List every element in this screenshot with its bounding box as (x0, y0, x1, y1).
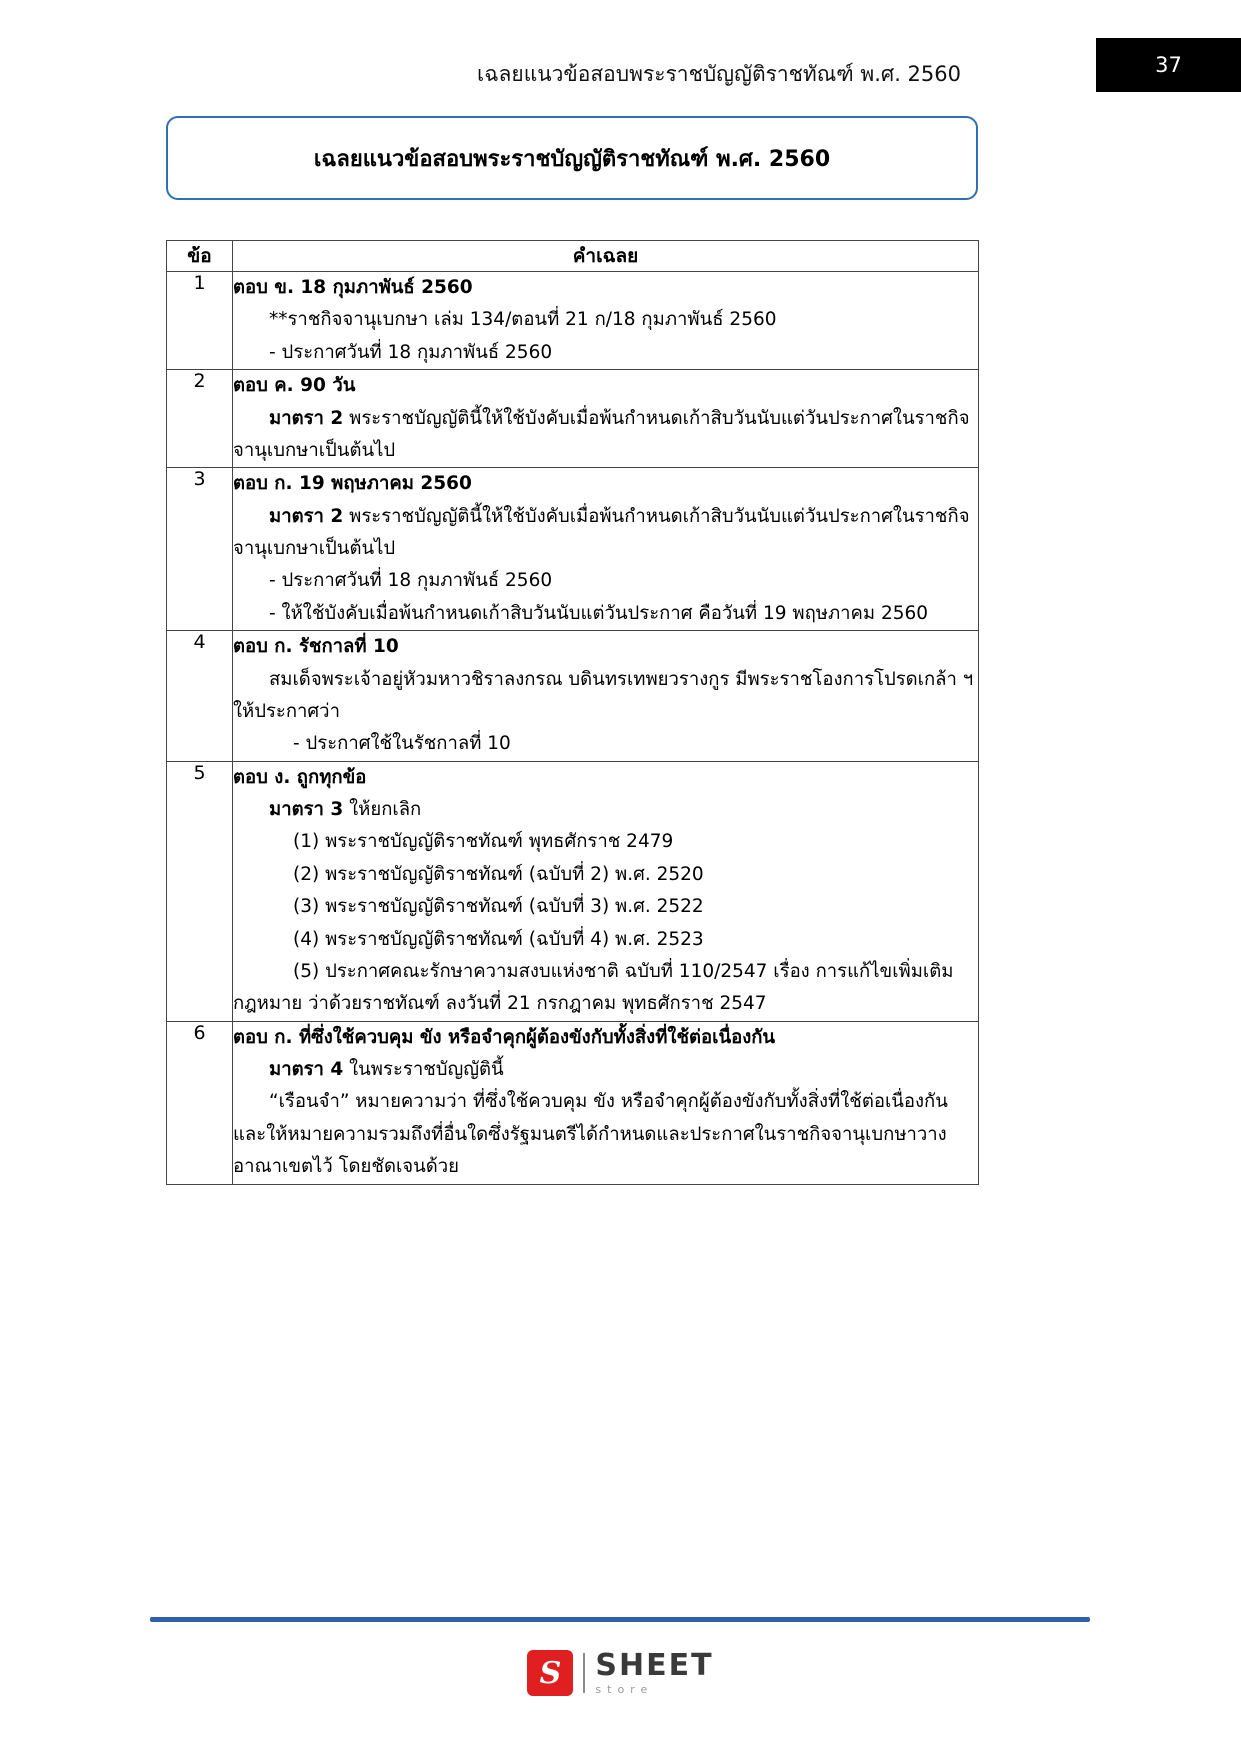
row-number: 4 (167, 631, 233, 762)
answer-line: - ประกาศวันที่ 18 กุมภาพันธ์ 2560 (269, 570, 553, 592)
answer-line: ตอบ ก. รัชกาลที่ 10 (233, 636, 399, 658)
footer-logo (0, 1650, 1241, 1696)
document-title-banner (166, 116, 978, 200)
column-header-no: ข้อ (167, 241, 233, 272)
page-header (0, 0, 1241, 100)
table-row (167, 468, 979, 631)
sheet-store-logo-icon: S (527, 1650, 573, 1696)
row-number: 5 (167, 761, 233, 1021)
answer-line: ตอบ ข. 18 กุมภาพันธ์ 2560 (233, 277, 473, 298)
answer-line: (4) พระราชบัญญัติราชทัณฑ์ (ฉบับที่ 4) พ.ศ. 2523 (293, 928, 704, 950)
row-answer-text (233, 761, 979, 1021)
row-number: 3 (167, 468, 233, 631)
answer-line: “เรือนจำ” หมายความว่า ที่ซึ่งใช้ควบคุม ขัง หรือจำคุกผู้ต้องขังกับทั้งสิ่งที่ใช้ต่อเนื่องกันและให้หมายความรวมถึงที่อื่นใดซึ่งรัฐมนตรีได้กำหนดและประกาศในราชกิจจานุเบกษาวางอาณาเขตไว้ โดยชัดเจนด้วย (233, 1091, 948, 1178)
answer-line: (1) พระราชบัญญัติราชทัณฑ์ พุทธศักราช 2479 (293, 831, 674, 853)
answer-line: **ราชกิจจานุเบกษา เล่ม 134/ตอนที่ 21 ก/18 กุมภาพันธ์ 2560 (269, 309, 777, 331)
logo-divider (583, 1653, 585, 1693)
table-row (167, 1021, 979, 1184)
column-header-answer: คำเฉลย (233, 241, 979, 272)
answer-line: ตอบ ค. 90 วัน (233, 375, 356, 397)
answer-line: มาตรา 4 ในพระราชบัญญัตินี้ (269, 1059, 504, 1080)
answer-line: มาตรา 3 ให้ยกเลิก (269, 799, 422, 820)
row-answer-text (233, 468, 979, 631)
answer-line: - ประกาศใช้ในรัชกาลที่ 10 (293, 733, 511, 755)
answer-line: สมเด็จพระเจ้าอยู่หัวมหาวชิราลงกรณ บดินทรเทพยวรางกูร มีพระราชโองการโปรดเกล้า ฯ ให้ประกาศว่า (233, 668, 974, 722)
answer-line: ตอบ ก. 19 พฤษภาคม 2560 (233, 473, 472, 495)
row-answer-text (233, 1021, 979, 1184)
answer-line: มาตรา 2 พระราชบัญญัตินี้ให้ใช้บังคับเมื่อพ้นกำหนดเก้าสิบวันนับแต่วันประกาศในราชกิจจานุเบกษาเป็นต้นไป (233, 505, 970, 559)
row-number: 1 (167, 272, 233, 370)
row-number: 6 (167, 1021, 233, 1184)
row-answer-text (233, 631, 979, 762)
answer-line: (5) ประกาศคณะรักษาความสงบแห่งชาติ ฉบับที่ 110/2547 เรื่อง การแก้ไขเพิ่มเติมกฎหมาย ว่าด้วยราชทัณฑ์ ลงวันที่ 21 กรกฎาคม พุทธศักราช 2547 (233, 960, 954, 1015)
logo-main-text: SHEET (595, 1648, 714, 1683)
row-answer-text (233, 370, 979, 468)
answer-key-table (166, 240, 979, 1185)
footer-divider (150, 1617, 1090, 1622)
table-body (167, 272, 979, 1185)
answer-line: - ให้ใช้บังคับเมื่อพ้นกำหนดเก้าสิบวันนับแต่วันประกาศ คือวันที่ 19 พฤษภาคม 2560 (269, 602, 929, 624)
table-row (167, 272, 979, 370)
answer-line: (3) พระราชบัญญัติราชทัณฑ์ (ฉบับที่ 3) พ.ศ. 2522 (293, 896, 704, 918)
row-answer-text (233, 272, 979, 370)
document-title: เฉลยแนวข้อสอบพระราชบัญญัติราชทัณฑ์ พ.ศ. 2560 (313, 146, 831, 172)
row-number: 2 (167, 370, 233, 468)
logo-sub-text: store (595, 1683, 654, 1696)
answer-line: - ประกาศวันที่ 18 กุมภาพันธ์ 2560 (269, 341, 553, 363)
table-row (167, 761, 979, 1021)
running-header-title: เฉลยแนวข้อสอบพระราชบัญญัติราชทัณฑ์ พ.ศ. 2560 (477, 62, 961, 86)
answer-line: (2) พระราชบัญญัติราชทัณฑ์ (ฉบับที่ 2) พ.ศ. 2520 (293, 863, 704, 885)
page-number-badge (1096, 38, 1241, 92)
page-number: 37 (1155, 53, 1182, 77)
table-header-row (167, 241, 979, 272)
answer-line: ตอบ ง. ถูกทุกข้อ (233, 766, 367, 788)
table-row (167, 370, 979, 468)
answer-line: ตอบ ก. ที่ซึ่งใช้ควบคุม ขัง หรือจำคุกผู้ต้องขังกับทั้งสิ่งที่ใช้ต่อเนื่องกัน (233, 1026, 776, 1048)
answer-line: มาตรา 2 พระราชบัญญัตินี้ให้ใช้บังคับเมื่อพ้นกำหนดเก้าสิบวันนับแต่วันประกาศในราชกิจจานุเบกษาเป็นต้นไป (233, 407, 970, 461)
table-row (167, 631, 979, 762)
